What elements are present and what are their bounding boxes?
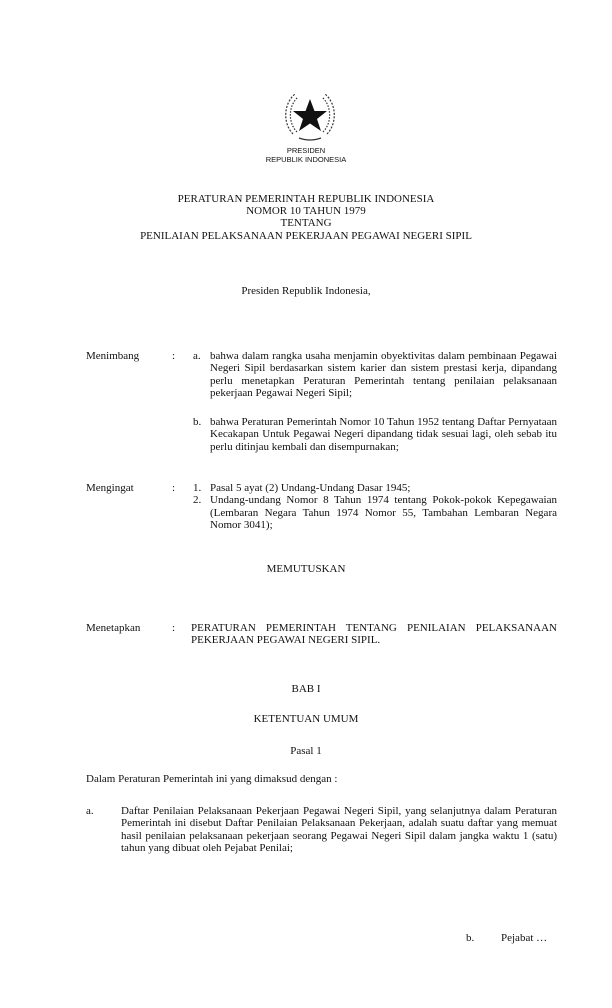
mengingat-label: Mengingat xyxy=(86,482,134,494)
item-text: Pasal 5 ayat (2) Undang-Undang Dasar 1945; xyxy=(210,482,411,494)
header-line-1: PRESIDEN xyxy=(286,146,326,155)
item-mark: a. xyxy=(193,350,201,362)
item-mark: 2. xyxy=(193,494,202,507)
menetapkan-label: Menetapkan xyxy=(86,622,141,634)
item-text: bahwa Peraturan Pemerintah Nomor 10 Tahun 1952 tentang Daftar Pernyataan Kecakapan Untuk Pegawai Negeri dipandang tidak sesuai lagi, oleh sebab itu perlu ditinjau kembali dan disempurnakan; xyxy=(210,416,557,453)
continuation-mark: b. xyxy=(466,932,475,944)
title-line-2: NOMOR 10 TAHUN 1979 xyxy=(246,205,366,217)
colon: : xyxy=(172,350,176,362)
item-mark: b. xyxy=(193,416,202,428)
header-line-2: REPUBLIK INDONESIA xyxy=(265,155,347,164)
item-text: bahwa dalam rangka usaha menjamin obyektivitas dalam pembinaan Pegawai Negeri Sipil berdasarkan sistem karier dan sistem prestasi kerja, dipandang perlu menetapkan Peraturan Pemerintah tentang penilaian pelaksanaan pekerjaan Pegawai Negeri Sipil; xyxy=(210,350,557,400)
menimbang-label: Menimbang xyxy=(86,350,140,362)
title-line-4: PENILAIAN PELAKSANAAN PEKERJAAN PEGAWAI NEGERI SIPIL xyxy=(140,230,472,242)
colon: : xyxy=(172,622,176,634)
item-text: Undang-undang Nomor 8 Tahun 1974 tentang Pokok-pokok Kepegawaian (Lembaran Negara Tahun 1974 Nomor 55, Tambahan Lembaran Negara Nomor 3041); xyxy=(210,494,557,532)
menetapkan-text: PERATURAN PEMERINTAH TENTANG PENILAIAN PELAKSANAAN PEKERJAAN PEGAWAI NEGERI SIPIL. xyxy=(191,622,557,647)
memutuskan-heading: MEMUTUSKAN xyxy=(266,563,346,575)
item-mark: 1. xyxy=(193,482,202,494)
title-line-3: TENTANG xyxy=(280,217,332,229)
title-line-1: PERATURAN PEMERINTAH REPUBLIK INDONESIA xyxy=(177,193,435,205)
definition-mark: a. xyxy=(86,805,94,817)
colon: : xyxy=(172,482,176,494)
intro-text: Dalam Peraturan Pemerintah ini yang dimaksud dengan : xyxy=(86,773,338,785)
opening: Presiden Republik Indonesia, xyxy=(241,285,371,297)
bab-heading: BAB I xyxy=(291,683,321,695)
pasal-heading: Pasal 1 xyxy=(290,745,322,757)
presidential-emblem-icon xyxy=(281,86,339,144)
continuation-text: Pejabat … xyxy=(501,932,548,944)
bab-title: KETENTUAN UMUM xyxy=(253,713,359,725)
definition-text: Daftar Penilaian Pelaksanaan Pekerjaan Pegawai Negeri Sipil, yang selanjutnya dalam Peraturan Pemerintah ini disebut Daftar Penilaian Pelaksanaan Pekerjaan, adalah suatu daftar yang memuat hasil penilaian pelaksanaan pekerjaan seorang Pegawai Negeri Sipil dalam jangka waktu 1 (satu) tahun yang dibuat oleh Pejabat Penilai; xyxy=(121,805,557,855)
